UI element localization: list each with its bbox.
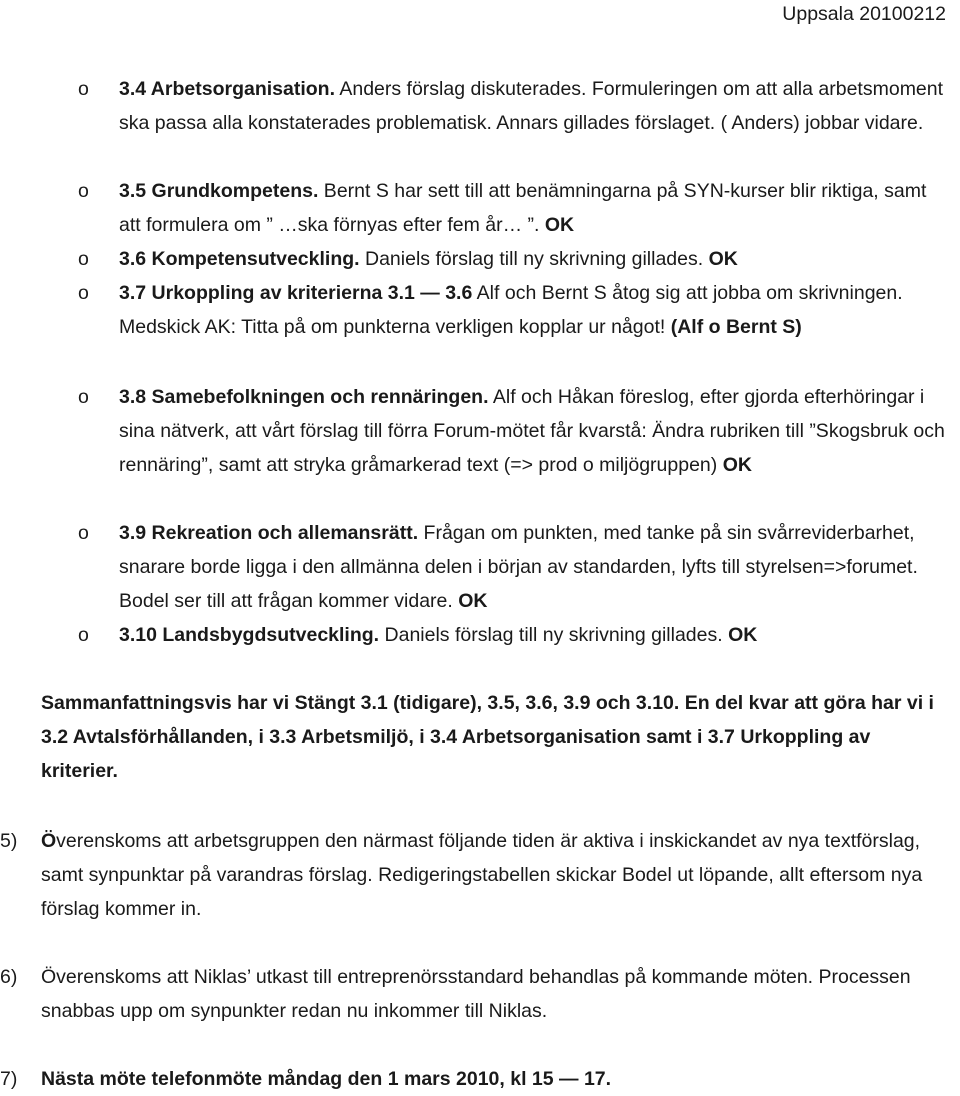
sub-item-title: 3.5 Grundkompetens.: [119, 180, 319, 202]
assignee-note: (Alf o Bernt S): [670, 316, 802, 338]
status-ok: OK: [722, 454, 752, 476]
sub-item-text: Alf och Håkan föreslog, efter gjorda efterhöringar i sina nätverk, att vårt förslag till förra Forum-mötet får kvarstå: Ändra rubriken till ”Skogsbruk och rennäring”, samt att stryka gråmarkerad text (=> prod o miljögruppen): [119, 386, 945, 476]
sub-item-text: Daniels förslag till ny skrivning gillades.: [359, 248, 709, 270]
sub-item-title: 3.9 Rekreation och allemansrätt.: [119, 522, 419, 544]
sub-item-title: 3.4 Arbetsorganisation.: [119, 78, 335, 100]
sub-item-title: 3.7 Urkoppling av kriterierna 3.1 — 3.6: [119, 282, 473, 304]
sub-item-3-6: [78, 242, 948, 276]
sub-item-3-7: [78, 276, 948, 344]
bullet-marker: o: [78, 522, 89, 544]
bullet-marker: o: [78, 386, 89, 408]
sub-item-3-10: [78, 618, 948, 652]
next-meeting-text: Nästa möte telefonmöte måndag den 1 mars 2010, kl 15 — 17.: [41, 1068, 612, 1090]
sub-item-text: Anders förslag diskuterades. Formuleringen om att alla arbetsmoment ska passa alla konstaterades problematisk. Annars gillades förslaget. ( Anders) jobbar vidare.: [119, 78, 944, 134]
sub-item-text: Daniels förslag till ny skrivning gillades.: [379, 624, 729, 646]
numbered-item-5: [0, 824, 948, 926]
sub-item-3-5: [78, 174, 948, 242]
status-ok: OK: [708, 248, 738, 270]
bullet-marker: o: [78, 282, 89, 304]
bullet-marker: o: [78, 624, 89, 646]
status-ok: OK: [458, 590, 488, 612]
item-number: 6): [0, 966, 18, 988]
sub-item-text: Bernt S har sett till att benämningarna på SYN-kurser blir riktiga, samt att formulera om ” …ska förnyas efter fem år… ”.: [119, 180, 927, 236]
sub-item-text: Frågan om punkten, med tanke på sin svårreviderbarhet, snarare borde ligga i den allmänna delen i början av standarden, lyfts till styrelsen=>forumet. Bodel ser till att frågan kommer vidare.: [119, 522, 918, 612]
sub-item-title: 3.10 Landsbygdsutveckling.: [119, 624, 380, 646]
sub-item-text: Alf och Bernt S åtog sig att jobba om skrivningen. Medskick AK: Titta på om punkterna verkligen kopplar ur något!: [119, 282, 903, 338]
document-header-date: Uppsala 20100212: [782, 3, 946, 25]
numbered-item-6: [0, 960, 948, 1028]
status-ok: OK: [544, 214, 575, 236]
bullet-marker: o: [78, 180, 89, 202]
item-text: verenskoms att arbetsgruppen den närmast följande tiden är aktiva i inskickandet av nya textförslag, samt synpunktar på varandras förslag. Redigeringstabellen skickar Bodel ut löpande, allt eftersom nya förslag kommer in.: [41, 830, 923, 920]
item-lead-letter: Ö: [41, 830, 57, 852]
sub-item-3-8: [78, 380, 948, 482]
sub-item-3-4: [78, 72, 948, 140]
sub-item-3-9: [78, 516, 948, 618]
summary-paragraph: Sammanfattningsvis har vi Stängt 3.1 (tidigare), 3.5, 3.6, 3.9 och 3.10. En del kvar att göra har vi i 3.2 Avtalsförhållanden, i 3.3 Arbetsmiljö, i 3.4 Arbetsorganisation samt i 3.7 Urkoppling av kriterier.: [41, 692, 934, 782]
bullet-marker: o: [78, 248, 89, 270]
item-text: Överenskoms att Niklas’ utkast till entreprenörsstandard behandlas på kommande möten. Processen snabbas upp om synpunkter redan nu inkommer till Niklas.: [41, 966, 911, 1022]
item-number: 5): [0, 830, 18, 852]
sub-item-title: 3.6 Kompetensutveckling.: [119, 248, 360, 270]
bullet-marker: o: [78, 78, 89, 100]
item-number: 7): [0, 1068, 18, 1090]
status-ok: OK: [728, 624, 758, 646]
sub-item-title: 3.8 Samebefolkningen och rennäringen.: [119, 386, 489, 408]
